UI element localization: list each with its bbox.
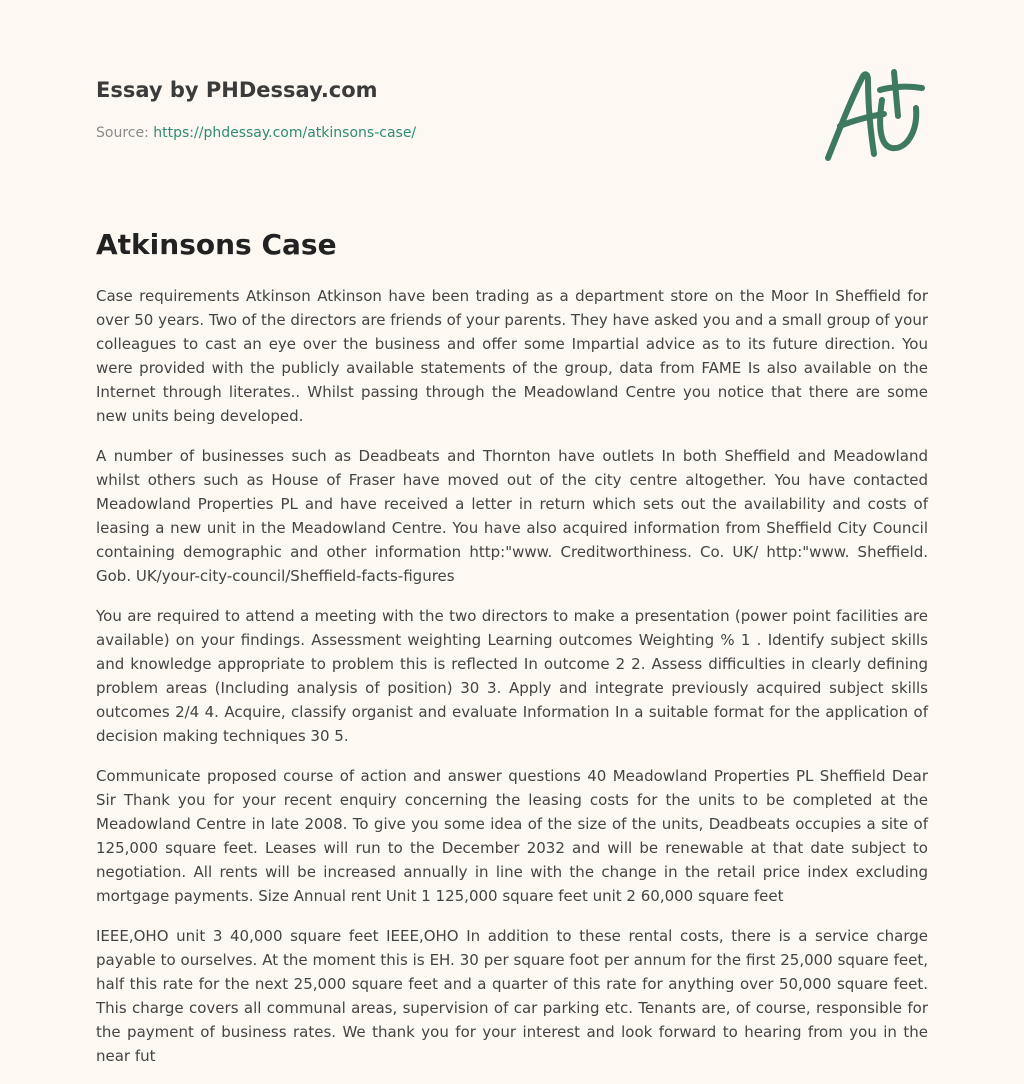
essay-paragraph: Case requirements Atkinson Atkinson have been trading as a department store on the Moor In Sheffield for over 50 years. Two of the directors are friends of your parents. They have asked you and a small group of your colleagues to cast an eye over the business and offer some Impartial advice as to its future direction. You were provided with the publicly available statements of the group, data from FAME Is also available on the Internet through literates.. Whilst passing through the Meadowland Centre you notice that there are some new units being developed.	[96, 287, 929, 425]
source-line	[96, 124, 416, 142]
site-title: Essay by PHDessay.com	[96, 78, 378, 102]
essay-title: Atkinsons Case	[96, 228, 337, 261]
source-label: Source:	[96, 125, 149, 141]
source-link[interactable]: https://phdessay.com/atkinsons-case/	[153, 125, 417, 141]
essay-paragraph: Communicate proposed course of action and answer questions 40 Meadowland Properties PL Sheffield Dear Sir Thank you for your recent enquiry concerning the leasing costs for the units to be completed at the Meadowland Centre in late 2008. To give you some idea of the size of the units, Deadbeats occupies a site of 125,000 square feet. Leases will run to the December 2032 and will be renewable at that date subject to negotiation. All rents will be increased annually in line with the change in the retail price index excluding mortgage payments. Size Annual rent Unit 1 125,000 square feet unit 2 60,000 square feet	[96, 767, 928, 905]
essay-paragraph: IEEE,OHO unit 3 40,000 square feet IEEE,OHO In addition to these rental costs, there is a service charge payable to ourselves. At the moment this is EH. 30 per square foot per annum for the first 25,000 square feet, half this rate for the next 25,000 square feet and a quarter of this rate for anything over 50,000 square feet. This charge covers all communal areas, supervision of car parking etc. Tenants are, of course, responsible for the payment of business rates. We thank you for your interest and look forward to hearing from you in the near fut	[96, 927, 928, 1065]
essay-paragraph: A number of businesses such as Deadbeats and Thornton have outlets In both Sheffield and Meadowland whilst others such as House of Fraser have moved out of the city centre altogether. You have contacted Meadowland Properties PL and have received a letter in return which sets out the availability and costs of leasing a new unit in the Meadowland Centre. You have also acquired information from Sheffield City Council containing demographic and other information http:"www. Creditworthiness. Co. UK/ http:"www. Sheffield. Gob. UK/your-city-council/Sheffield-facts-figures	[96, 447, 928, 585]
essay-body	[96, 284, 928, 1084]
essay-paragraph: You are required to attend a meeting with the two directors to make a presentation (power point facilities are available) on your findings. Assessment weighting Learning outcomes Weighting % 1 . Identify subject skills and knowledge appropriate to problem this is reflected In outcome 2 2. Assess difficulties in clearly defining problem areas (Including analysis of position) 30 3. Apply and integrate previously acquired subject skills outcomes 2/4 4. Acquire, classify organist and evaluate Information In a suitable format for the application of decision making techniques 30 5.	[96, 607, 928, 745]
a-plus-logo-icon	[818, 66, 928, 166]
